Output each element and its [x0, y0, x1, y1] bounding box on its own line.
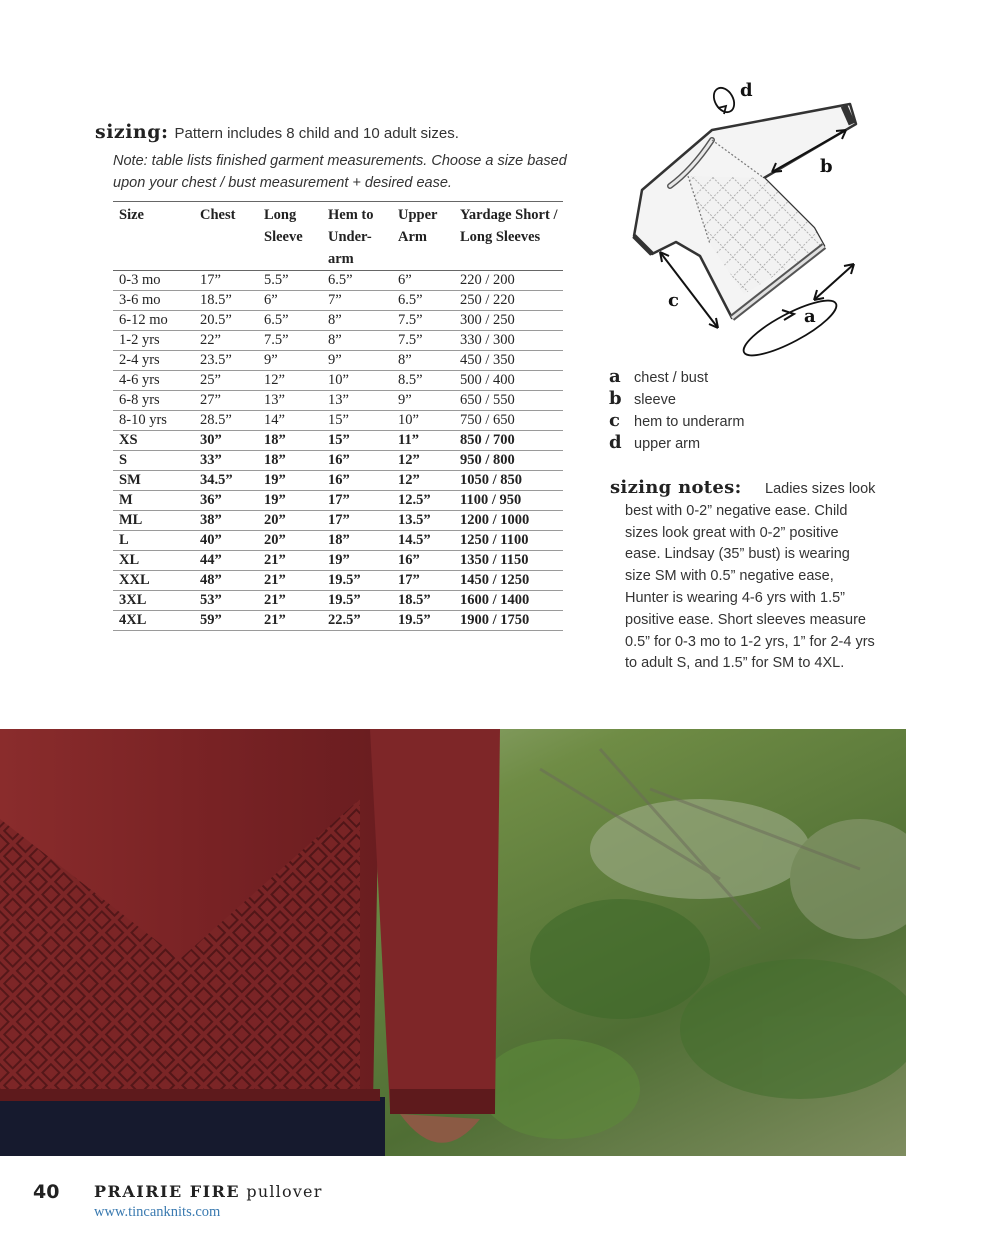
footer-title-bold: PRAIRIE FIRE [94, 1182, 241, 1201]
cell-size: 2-4 yrs [113, 351, 194, 371]
cell-yardage: 1350 / 1150 [454, 551, 563, 571]
table-row [113, 491, 563, 511]
legend-item [609, 366, 869, 388]
cell-size: 3XL [113, 591, 194, 611]
cell-size: 6-12 mo [113, 311, 194, 331]
table-row [113, 431, 563, 451]
legend-letter: c [609, 410, 620, 431]
cell-chest: 23.5” [194, 351, 258, 371]
cell-hem-to-underarm: 15” [322, 431, 392, 451]
table-row [113, 351, 563, 371]
sizing-heading [95, 122, 595, 144]
cell-yardage: 1200 / 1000 [454, 511, 563, 531]
legend-item [609, 410, 869, 432]
cell-long-sleeve: 21” [258, 571, 322, 591]
table-row [113, 591, 563, 611]
cell-upper-arm: 13.5” [392, 511, 454, 531]
cell-upper-arm: 12.5” [392, 491, 454, 511]
cell-upper-arm: 8” [392, 351, 454, 371]
cell-hem-to-underarm: 17” [322, 491, 392, 511]
cell-upper-arm: 16” [392, 551, 454, 571]
cell-hem-to-underarm: 7” [322, 291, 392, 311]
legend-item [609, 432, 869, 454]
cell-yardage: 750 / 650 [454, 411, 563, 431]
cell-hem-to-underarm: 9” [322, 351, 392, 371]
cell-long-sleeve: 21” [258, 611, 322, 631]
footer-title-rest: pullover [246, 1182, 323, 1201]
cell-yardage: 1450 / 1250 [454, 571, 563, 591]
legend-text: sleeve [634, 392, 676, 408]
cell-upper-arm: 12” [392, 451, 454, 471]
cell-yardage: 1050 / 850 [454, 471, 563, 491]
sizing-intro: Pattern includes 8 child and 10 adult sizes. [174, 125, 459, 142]
cell-long-sleeve: 13” [258, 391, 322, 411]
cell-size: 1-2 yrs [113, 331, 194, 351]
sizing-notes-text: Ladies sizes look best with 0-2” negative ease. Child sizes look great with 0-2” positive ease. Lindsay (35” bust) is wearing size SM with 0.5” negative ease, Hunter is wearing 4-6 yrs with 1.5” positive ease. Short sleeves measure 0.5” for 0-3 mo to 1-2 yrs, 1” for 2-4 yrs to adult S, and 1.5” for SM to 4XL. [625, 481, 876, 672]
website-link[interactable]: www.tincanknits.com [94, 1204, 221, 1220]
cell-yardage: 850 / 700 [454, 431, 563, 451]
cell-chest: 36” [194, 491, 258, 511]
cell-size: 0-3 mo [113, 271, 194, 291]
sizing-notes [610, 477, 878, 675]
cell-size: ML [113, 511, 194, 531]
cell-long-sleeve: 6” [258, 291, 322, 311]
cell-upper-arm: 7.5” [392, 331, 454, 351]
table-row [113, 391, 563, 411]
cell-long-sleeve: 18” [258, 431, 322, 451]
sweater-schematic-diagram [614, 78, 864, 358]
cell-hem-to-underarm: 19.5” [322, 571, 392, 591]
cell-upper-arm: 6” [392, 271, 454, 291]
sizing-title: sizing: [95, 121, 169, 143]
cell-upper-arm: 14.5” [392, 531, 454, 551]
legend-letter: d [609, 432, 622, 453]
legend-text: hem to underarm [634, 414, 745, 430]
cell-size: XL [113, 551, 194, 571]
table-row [113, 291, 563, 311]
table-row [113, 271, 563, 291]
sizing-note: Note: table lists finished garment measurements. Choose a size based upon your chest / bust measurement + desired ease. [113, 153, 567, 191]
table-row [113, 551, 563, 571]
header-upper-arm: Upper Arm [392, 202, 454, 271]
cell-yardage: 1250 / 1100 [454, 531, 563, 551]
cell-upper-arm: 7.5” [392, 311, 454, 331]
table-row [113, 531, 563, 551]
cell-chest: 48” [194, 571, 258, 591]
cell-chest: 22” [194, 331, 258, 351]
cell-yardage: 450 / 350 [454, 351, 563, 371]
cell-long-sleeve: 14” [258, 411, 322, 431]
cell-chest: 27” [194, 391, 258, 411]
cell-long-sleeve: 7.5” [258, 331, 322, 351]
table-row [113, 571, 563, 591]
cell-size: 8-10 yrs [113, 411, 194, 431]
cell-long-sleeve: 12” [258, 371, 322, 391]
cell-upper-arm: 17” [392, 571, 454, 591]
size-table [113, 201, 563, 631]
sweater-back-photo [0, 729, 906, 1156]
table-row [113, 471, 563, 491]
cell-long-sleeve: 20” [258, 511, 322, 531]
cell-hem-to-underarm: 19” [322, 551, 392, 571]
cell-yardage: 500 / 400 [454, 371, 563, 391]
label-b: b [820, 156, 833, 177]
table-row [113, 371, 563, 391]
cell-size: SM [113, 471, 194, 491]
cell-long-sleeve: 19” [258, 491, 322, 511]
cell-hem-to-underarm: 18” [322, 531, 392, 551]
cell-chest: 59” [194, 611, 258, 631]
legend-item [609, 388, 869, 410]
cell-hem-to-underarm: 15” [322, 411, 392, 431]
table-row [113, 611, 563, 631]
header-hem-to-underarm: Hem to Under-arm [322, 202, 392, 271]
diagram-legend [609, 366, 869, 454]
cell-size: M [113, 491, 194, 511]
cell-chest: 18.5” [194, 291, 258, 311]
table-row [113, 511, 563, 531]
legend-letter: a [609, 366, 621, 387]
cell-yardage: 1100 / 950 [454, 491, 563, 511]
table-header-row [113, 202, 563, 271]
cell-yardage: 250 / 220 [454, 291, 563, 311]
cell-chest: 20.5” [194, 311, 258, 331]
cell-yardage: 220 / 200 [454, 271, 563, 291]
cell-hem-to-underarm: 13” [322, 391, 392, 411]
table-row [113, 311, 563, 331]
cell-upper-arm: 11” [392, 431, 454, 451]
cell-upper-arm: 8.5” [392, 371, 454, 391]
header-chest: Chest [194, 202, 258, 271]
cell-chest: 28.5” [194, 411, 258, 431]
cell-upper-arm: 6.5” [392, 291, 454, 311]
cell-size: XXL [113, 571, 194, 591]
cell-upper-arm: 12” [392, 471, 454, 491]
legend-text: chest / bust [634, 370, 709, 386]
table-row [113, 331, 563, 351]
legend-text: upper arm [634, 436, 701, 452]
header-long-sleeve: Long Sleeve [258, 202, 322, 271]
cell-chest: 25” [194, 371, 258, 391]
cell-hem-to-underarm: 22.5” [322, 611, 392, 631]
cell-hem-to-underarm: 6.5” [322, 271, 392, 291]
header-yardage: Yardage Short / Long Sleeves [454, 202, 563, 271]
cell-hem-to-underarm: 10” [322, 371, 392, 391]
cell-chest: 17” [194, 271, 258, 291]
cell-upper-arm: 19.5” [392, 611, 454, 631]
cell-hem-to-underarm: 19.5” [322, 591, 392, 611]
cell-long-sleeve: 20” [258, 531, 322, 551]
cell-chest: 38” [194, 511, 258, 531]
cell-long-sleeve: 6.5” [258, 311, 322, 331]
cell-upper-arm: 9” [392, 391, 454, 411]
cell-size: L [113, 531, 194, 551]
cell-chest: 53” [194, 591, 258, 611]
cell-size: 4XL [113, 611, 194, 631]
cell-long-sleeve: 18” [258, 451, 322, 471]
cell-hem-to-underarm: 17” [322, 511, 392, 531]
cell-size: S [113, 451, 194, 471]
cell-upper-arm: 10” [392, 411, 454, 431]
cell-hem-to-underarm: 16” [322, 471, 392, 491]
table-row [113, 451, 563, 471]
label-c: c [668, 290, 679, 311]
cell-yardage: 330 / 300 [454, 331, 563, 351]
cell-yardage: 650 / 550 [454, 391, 563, 411]
footer-title [94, 1182, 323, 1201]
cell-yardage: 950 / 800 [454, 451, 563, 471]
cell-hem-to-underarm: 8” [322, 331, 392, 351]
cell-chest: 34.5” [194, 471, 258, 491]
cell-yardage: 300 / 250 [454, 311, 563, 331]
cell-long-sleeve: 5.5” [258, 271, 322, 291]
label-d: d [740, 80, 753, 101]
cell-size: 3-6 mo [113, 291, 194, 311]
cell-chest: 30” [194, 431, 258, 451]
cell-chest: 33” [194, 451, 258, 471]
sweater-outline [634, 104, 856, 318]
table-row [113, 411, 563, 431]
upper-arm-circle-arrow [710, 80, 753, 116]
cell-long-sleeve: 21” [258, 551, 322, 571]
cell-size: 4-6 yrs [113, 371, 194, 391]
cell-yardage: 1900 / 1750 [454, 611, 563, 631]
cell-hem-to-underarm: 8” [322, 311, 392, 331]
cell-yardage: 1600 / 1400 [454, 591, 563, 611]
cell-long-sleeve: 9” [258, 351, 322, 371]
cell-size: 6-8 yrs [113, 391, 194, 411]
cell-upper-arm: 18.5” [392, 591, 454, 611]
cell-long-sleeve: 21” [258, 591, 322, 611]
cell-size: XS [113, 431, 194, 451]
header-size: Size [113, 202, 194, 271]
cell-chest: 44” [194, 551, 258, 571]
cell-long-sleeve: 19” [258, 471, 322, 491]
cell-hem-to-underarm: 16” [322, 451, 392, 471]
label-a: a [804, 306, 816, 327]
cell-chest: 40” [194, 531, 258, 551]
sizing-notes-title: sizing notes: [610, 477, 742, 498]
page-number: 40 [33, 1181, 60, 1203]
legend-letter: b [609, 388, 622, 409]
